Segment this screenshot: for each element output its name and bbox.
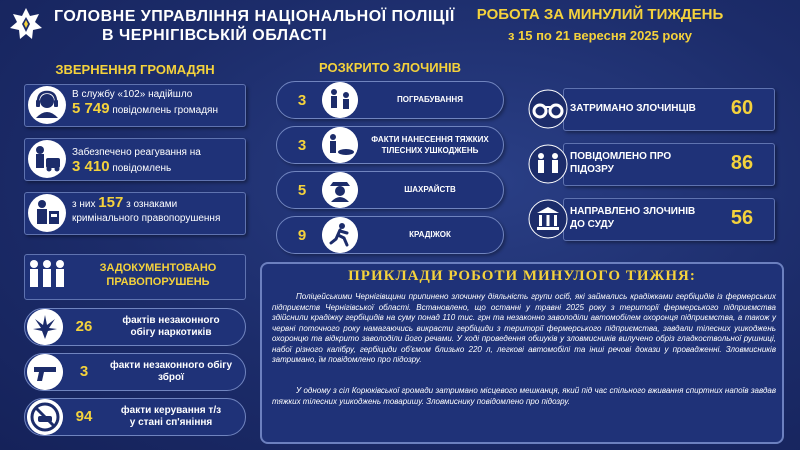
robbery-label: ПОГРАБУВАННЯ [397, 95, 463, 104]
drunk-driving-label-line2: у стані сп'яніння [129, 417, 213, 428]
citizens-section-title: ЗВЕРНЕННЯ ГРОМАДЯН [55, 62, 215, 77]
weapons-count: 3 [79, 363, 89, 380]
assault-icon [322, 127, 358, 163]
weapons-label-line1: факти незаконного обігу [109, 360, 233, 371]
responses-count: 3 410 [72, 158, 110, 175]
handcuffs-icon [528, 89, 568, 129]
citizens-item3-pre: з них [72, 199, 96, 210]
org-title-line2: В ЧЕРНІГІВСЬКІЙ ОБЛАСТІ [102, 27, 328, 44]
calls-102-count: 5 749 [72, 100, 110, 117]
stat-suspicion-label-line2: ПІДОЗРУ [570, 164, 614, 175]
robbery-count: 3 [297, 92, 307, 109]
assault-label-line2: ТІЛЕСНИХ УШКОДЖЕНЬ [381, 146, 479, 155]
stat-suspicion-label-line1: ПОВІДОМЛЕНО ПРО [570, 151, 672, 162]
stat-court-value: 56 [730, 207, 754, 229]
assault-label-line1: ФАКТИ НАНЕСЕННЯ ТЯЖКИХ [371, 135, 489, 144]
courthouse-icon [528, 199, 568, 239]
fraudster-icon [322, 172, 358, 208]
pistol-icon [27, 354, 63, 390]
examples-paragraph-1: Поліцейськими Чернігівщини припинено злочинну діяльність групи осіб, які займались крадіжками гербіцидів із фермерських підприємств Чернігівської області. Встановлено, що останні у травні 2025 року з території фермерського підприємства здійснили крадіжку гербіцидів на суму понад 110 тис. грн та незаконно заволоділи автомобілем охоронця підприємства, а також у червні поточного року намагаючись викрасти гербіциди з території фермерського підприємства, завдали тілесних ушкоджень охоронцю та відкрито заволоділи його речами. У ході проведення обшуків у зловмисників вилучено обріз гладкоствольної рушниці, набої різного калібру, гербіциди об'ємом близько 220 л, легкові автомобілі та інші речові докази у провадженні. Зловмисників затримано, їм повідомлено про підозру. [272, 292, 776, 364]
stat-detained-label: ЗАТРИМАНО ЗЛОЧИНЦІВ [570, 103, 696, 114]
drunk-driving-count: 94 [75, 408, 93, 425]
examples-paragraph-2: У одному з сіл Корюківської громади затримано місцевого мешканця, який під час спільного вживання спиртних напоїв завдав тяжких тілесних ушкоджень товаришу. Зловмиснику повідомлено про підозру. [272, 386, 776, 406]
no-drunk-driving-icon [27, 399, 63, 435]
fraud-count: 5 [297, 182, 307, 199]
police-star-icon [8, 6, 44, 46]
cannabis-leaf-icon [27, 309, 63, 345]
suspect-notice-icon [528, 144, 568, 184]
theft-label: КРАДІЖОК [409, 230, 451, 239]
officer-icon [26, 192, 68, 234]
criminal-offense-count: 157 [98, 194, 124, 211]
report-title: РОБОТА ЗА МИНУЛИЙ ТИЖДЕНЬ [476, 6, 724, 23]
drunk-driving-label-line1: факти керування т/з [120, 405, 222, 416]
examples-title: ПРИКЛАДИ РОБОТИ МИНУЛОГО ТИЖНЯ: [348, 268, 696, 284]
drugs-count: 26 [75, 318, 93, 335]
citizens-item1-pre: В службу «102» надійшло [72, 89, 193, 100]
citizens-item3-post: кримінального правопорушення [72, 213, 221, 224]
weapons-label-line2: зброї [158, 372, 184, 383]
drugs-label-line1: фактів незаконного [122, 315, 220, 326]
stat-court-label-line1: НАПРАВЛЕНО ЗЛОЧИНІВ [570, 206, 696, 217]
citizens-item2-post: повідомлень [112, 163, 172, 174]
drugs-label-line2: обігу наркотиків [130, 327, 212, 338]
assault-count: 3 [297, 137, 307, 154]
citizens-item1-post: повідомлень громадян [112, 105, 218, 116]
documented-title-line1: ЗАДОКУМЕНТОВАНО [99, 262, 217, 274]
officers-group-icon [26, 256, 68, 296]
solved-section-title: РОЗКРИТО ЗЛОЧИНІВ [319, 60, 461, 75]
thief-running-icon [322, 217, 358, 253]
fraud-label: ШАХРАЙСТВ [404, 185, 456, 194]
stat-court-label-line2: ДО СУДУ [570, 219, 614, 230]
robbery-icon [322, 82, 358, 118]
citizens-item2-pre: Забезпечено реагування на [72, 147, 201, 158]
stat-suspicion-value: 86 [730, 152, 754, 174]
stat-detained-value: 60 [730, 97, 754, 119]
citizens-item3-post-inline: з ознаками [126, 199, 178, 210]
theft-count: 9 [297, 227, 307, 244]
police-car-icon [26, 138, 68, 180]
report-dates: з 15 по 21 вересня 2025 року [507, 28, 693, 43]
documented-title-line2: ПРАВОПОРУШЕНЬ [106, 276, 210, 288]
operator-headset-icon [26, 84, 68, 126]
org-title-line1: ГОЛОВНЕ УПРАВЛІННЯ НАЦІОНАЛЬНОЇ ПОЛІЦІЇ [54, 8, 455, 25]
